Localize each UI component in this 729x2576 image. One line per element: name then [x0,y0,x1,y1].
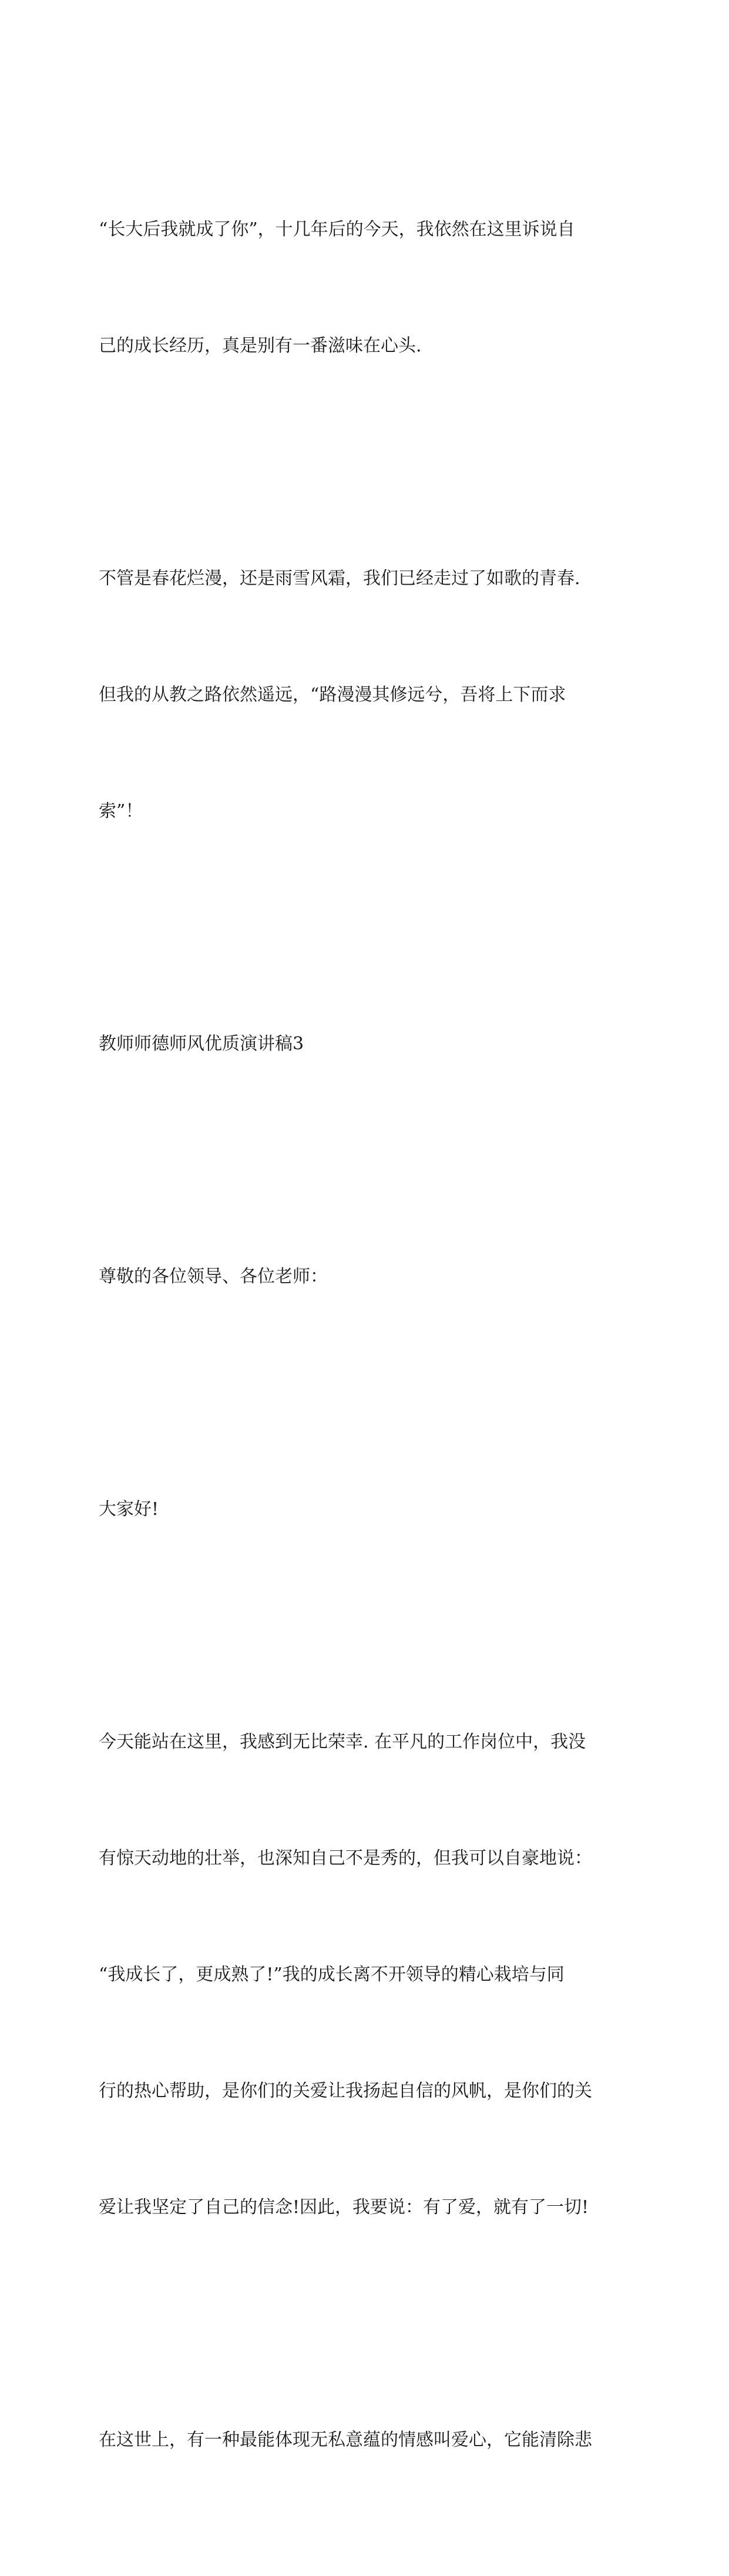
text-line: 在这世上，有一种最能体现无私意蕴的情感叫爱心，它能清除悲 [99,2430,592,2450]
text-line: 有惊天动地的壮举，也深知自己不是秀的，但我可以自豪地说： [99,1848,592,1869]
text-line: 大家好! [99,1499,159,1520]
text-line: 今天能站在这里，我感到无比荣幸. 在平凡的工作岗位中，我没 [99,1732,586,1752]
heading-line: 教师师德师风优质演讲稿3 [99,1034,304,1054]
text-line: 己的成长经历，真是别有一番滋味在心头. [99,336,422,356]
paragraph-honor [99,1645,645,2305]
text-line: 行的热心帮助，是你们的关爱让我扬起自信的风帆，是你们的关 [99,2081,592,2101]
text-line: 爱让我坚定了自己的信念!因此，我要说：有了爱，就有了一切! [99,2197,589,2218]
paragraph-salutation [99,1180,645,1374]
section-heading [99,947,645,1141]
text-line: “我成长了，更成熟了!”我的成长离不开领导的精心栽培与同 [99,1964,565,1985]
text-line: 不管是春花烂漫，还是雨雪风霜，我们已经走过了如歌的青春. [99,568,580,589]
text-line: 尊敬的各位领导、各位老师： [99,1266,328,1287]
text-line: 索”！ [99,801,143,821]
text-line: 但我的从教之路依然遥远，“路漫漫其修远兮，吾将上下而求 [99,685,566,705]
text-line: “长大后我就成了你”，十几年后的今天，我依然在这里诉说自 [99,219,575,240]
paragraph-teaching-path [99,482,645,908]
paragraph-love [99,2343,645,2537]
document-body [99,133,645,2576]
paragraph-growing-up [99,133,645,443]
paragraph-greeting [99,1413,645,1606]
